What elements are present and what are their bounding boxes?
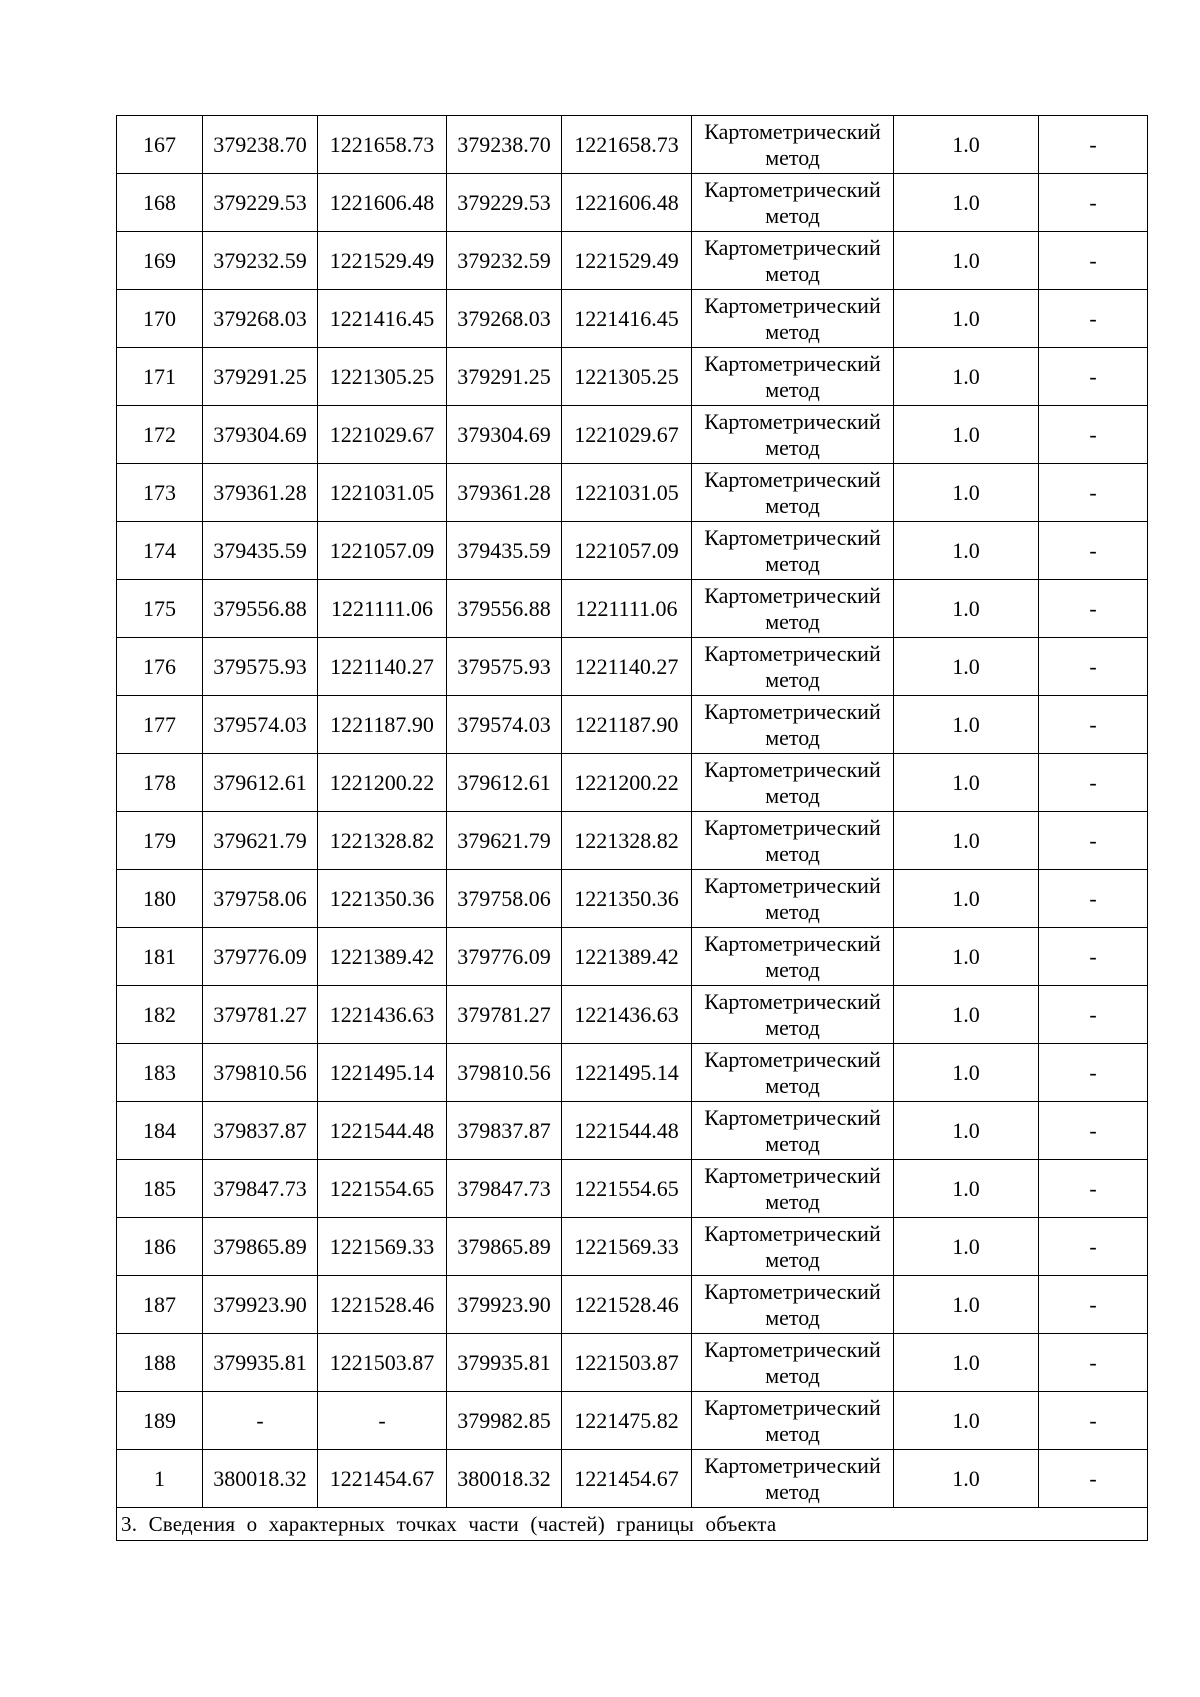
method-line-1: Картометрический [704, 814, 881, 840]
accuracy-cell: 1.0 [894, 290, 1039, 348]
method-line-1: Картометрический [704, 756, 881, 782]
table-row [117, 1450, 1148, 1508]
refined-y-cell: 1221111.06 [562, 580, 692, 638]
refined-x-cell: 380018.32 [447, 1450, 562, 1508]
table-row [117, 1102, 1148, 1160]
method-cell [692, 116, 894, 174]
point-number-cell: 178 [117, 754, 203, 812]
accuracy-cell: 1.0 [894, 696, 1039, 754]
refined-x-cell: 379923.90 [447, 1276, 562, 1334]
accuracy-cell: 1.0 [894, 754, 1039, 812]
note-cell: - [1039, 986, 1148, 1044]
note-cell: - [1039, 638, 1148, 696]
method-line-2: метод [765, 260, 820, 286]
existing-x-cell: 379435.59 [203, 522, 318, 580]
existing-y-cell: 1221140.27 [318, 638, 447, 696]
point-number-cell: 1 [117, 1450, 203, 1508]
refined-x-cell: 379982.85 [447, 1392, 562, 1450]
table-row [117, 174, 1148, 232]
method-line-2: метод [765, 1362, 820, 1388]
refined-y-cell: 1221328.82 [562, 812, 692, 870]
note-cell: - [1039, 580, 1148, 638]
method-line-1: Картометрический [704, 524, 881, 550]
existing-y-cell: - [318, 1392, 447, 1450]
refined-x-cell: 379435.59 [447, 522, 562, 580]
point-number-cell: 171 [117, 348, 203, 406]
point-number-cell: 182 [117, 986, 203, 1044]
method-line-2: метод [765, 550, 820, 576]
accuracy-cell: 1.0 [894, 870, 1039, 928]
method-line-2: метод [765, 1420, 820, 1446]
point-number-cell: 174 [117, 522, 203, 580]
refined-x-cell: 379837.87 [447, 1102, 562, 1160]
existing-x-cell: 379291.25 [203, 348, 318, 406]
existing-y-cell: 1221328.82 [318, 812, 447, 870]
refined-x-cell: 379935.81 [447, 1334, 562, 1392]
method-line-2: метод [765, 782, 820, 808]
note-cell: - [1039, 1392, 1148, 1450]
method-cell [692, 870, 894, 928]
method-line-1: Картометрический [704, 930, 881, 956]
method-line-1: Картометрический [704, 872, 881, 898]
method-line-2: метод [765, 1246, 820, 1272]
method-line-2: метод [765, 376, 820, 402]
method-cell [692, 638, 894, 696]
table-row [117, 1160, 1148, 1218]
refined-x-cell: 379612.61 [447, 754, 562, 812]
accuracy-cell: 1.0 [894, 1392, 1039, 1450]
accuracy-cell: 1.0 [894, 986, 1039, 1044]
point-number-cell: 181 [117, 928, 203, 986]
existing-y-cell: 1221305.25 [318, 348, 447, 406]
note-cell: - [1039, 406, 1148, 464]
existing-x-cell: 379781.27 [203, 986, 318, 1044]
method-line-1: Картометрический [704, 292, 881, 318]
table-row [117, 464, 1148, 522]
method-line-2: метод [765, 1130, 820, 1156]
table-row [117, 1392, 1148, 1450]
refined-y-cell: 1221454.67 [562, 1450, 692, 1508]
existing-y-cell: 1221528.46 [318, 1276, 447, 1334]
note-cell: - [1039, 928, 1148, 986]
existing-y-cell: 1221606.48 [318, 174, 447, 232]
method-line-1: Картометрический [704, 582, 881, 608]
method-cell [692, 522, 894, 580]
existing-x-cell: - [203, 1392, 318, 1450]
point-number-cell: 169 [117, 232, 203, 290]
table-row [117, 928, 1148, 986]
table-row [117, 522, 1148, 580]
refined-y-cell: 1221658.73 [562, 116, 692, 174]
existing-x-cell: 379621.79 [203, 812, 318, 870]
note-cell: - [1039, 1160, 1148, 1218]
method-line-1: Картометрический [704, 1278, 881, 1304]
note-cell: - [1039, 1276, 1148, 1334]
refined-y-cell: 1221140.27 [562, 638, 692, 696]
note-cell: - [1039, 1334, 1148, 1392]
method-cell [692, 812, 894, 870]
method-line-2: метод [765, 1188, 820, 1214]
refined-y-cell: 1221554.65 [562, 1160, 692, 1218]
existing-y-cell: 1221416.45 [318, 290, 447, 348]
existing-x-cell: 379574.03 [203, 696, 318, 754]
note-cell: - [1039, 754, 1148, 812]
table-row [117, 1044, 1148, 1102]
refined-y-cell: 1221029.67 [562, 406, 692, 464]
accuracy-cell: 1.0 [894, 116, 1039, 174]
method-line-1: Картометрический [704, 1162, 881, 1188]
refined-x-cell: 379361.28 [447, 464, 562, 522]
method-line-2: метод [765, 144, 820, 170]
refined-y-cell: 1221503.87 [562, 1334, 692, 1392]
method-line-2: метод [765, 1014, 820, 1040]
note-cell: - [1039, 870, 1148, 928]
note-cell: - [1039, 348, 1148, 406]
existing-y-cell: 1221029.67 [318, 406, 447, 464]
section-footer-row [117, 1508, 1148, 1541]
note-cell: - [1039, 232, 1148, 290]
method-cell [692, 696, 894, 754]
refined-x-cell: 379574.03 [447, 696, 562, 754]
method-cell [692, 928, 894, 986]
refined-y-cell: 1221031.05 [562, 464, 692, 522]
existing-x-cell: 379361.28 [203, 464, 318, 522]
existing-x-cell: 379268.03 [203, 290, 318, 348]
refined-x-cell: 379238.70 [447, 116, 562, 174]
note-cell: - [1039, 1450, 1148, 1508]
method-cell [692, 464, 894, 522]
refined-x-cell: 379229.53 [447, 174, 562, 232]
note-cell: - [1039, 812, 1148, 870]
method-cell [692, 232, 894, 290]
refined-y-cell: 1221569.33 [562, 1218, 692, 1276]
existing-x-cell: 379847.73 [203, 1160, 318, 1218]
method-cell [692, 406, 894, 464]
existing-x-cell: 379304.69 [203, 406, 318, 464]
existing-y-cell: 1221350.36 [318, 870, 447, 928]
note-cell: - [1039, 1044, 1148, 1102]
method-line-1: Картометрический [704, 640, 881, 666]
point-number-cell: 187 [117, 1276, 203, 1334]
table-row [117, 232, 1148, 290]
existing-x-cell: 379837.87 [203, 1102, 318, 1160]
existing-y-cell: 1221569.33 [318, 1218, 447, 1276]
method-line-1: Картометрический [704, 350, 881, 376]
existing-x-cell: 379229.53 [203, 174, 318, 232]
note-cell: - [1039, 1102, 1148, 1160]
note-cell: - [1039, 1218, 1148, 1276]
note-cell: - [1039, 522, 1148, 580]
refined-x-cell: 379556.88 [447, 580, 562, 638]
refined-x-cell: 379232.59 [447, 232, 562, 290]
method-line-2: метод [765, 202, 820, 228]
table-row [117, 696, 1148, 754]
accuracy-cell: 1.0 [894, 1218, 1039, 1276]
table-row [117, 290, 1148, 348]
method-line-1: Картометрический [704, 1394, 881, 1420]
point-number-cell: 188 [117, 1334, 203, 1392]
method-line-1: Картометрический [704, 408, 881, 434]
method-cell [692, 580, 894, 638]
existing-y-cell: 1221503.87 [318, 1334, 447, 1392]
table-row [117, 1334, 1148, 1392]
accuracy-cell: 1.0 [894, 1044, 1039, 1102]
accuracy-cell: 1.0 [894, 638, 1039, 696]
existing-y-cell: 1221544.48 [318, 1102, 447, 1160]
point-number-cell: 173 [117, 464, 203, 522]
note-cell: - [1039, 464, 1148, 522]
method-line-2: метод [765, 898, 820, 924]
refined-y-cell: 1221057.09 [562, 522, 692, 580]
method-line-2: метод [765, 318, 820, 344]
refined-y-cell: 1221305.25 [562, 348, 692, 406]
existing-x-cell: 379935.81 [203, 1334, 318, 1392]
table-row [117, 812, 1148, 870]
note-cell: - [1039, 290, 1148, 348]
accuracy-cell: 1.0 [894, 464, 1039, 522]
existing-y-cell: 1221658.73 [318, 116, 447, 174]
method-line-2: метод [765, 1072, 820, 1098]
existing-x-cell: 379232.59 [203, 232, 318, 290]
point-number-cell: 189 [117, 1392, 203, 1450]
existing-x-cell: 379238.70 [203, 116, 318, 174]
method-cell [692, 1334, 894, 1392]
method-cell [692, 986, 894, 1044]
method-line-2: метод [765, 666, 820, 692]
point-number-cell: 176 [117, 638, 203, 696]
method-line-2: метод [765, 840, 820, 866]
method-cell [692, 174, 894, 232]
accuracy-cell: 1.0 [894, 1102, 1039, 1160]
refined-x-cell: 379865.89 [447, 1218, 562, 1276]
point-number-cell: 185 [117, 1160, 203, 1218]
method-line-2: метод [765, 608, 820, 634]
method-line-2: метод [765, 1304, 820, 1330]
method-line-1: Картометрический [704, 988, 881, 1014]
existing-y-cell: 1221031.05 [318, 464, 447, 522]
note-cell: - [1039, 696, 1148, 754]
existing-y-cell: 1221057.09 [318, 522, 447, 580]
document-page [116, 115, 1147, 1541]
accuracy-cell: 1.0 [894, 406, 1039, 464]
section-heading: 3. Сведения о характерных точках части (частей) границы объекта [117, 1508, 1148, 1541]
point-number-cell: 167 [117, 116, 203, 174]
accuracy-cell: 1.0 [894, 348, 1039, 406]
method-line-2: метод [765, 956, 820, 982]
refined-y-cell: 1221187.90 [562, 696, 692, 754]
table-row [117, 1218, 1148, 1276]
point-number-cell: 168 [117, 174, 203, 232]
refined-x-cell: 379758.06 [447, 870, 562, 928]
existing-y-cell: 1221554.65 [318, 1160, 447, 1218]
point-number-cell: 175 [117, 580, 203, 638]
method-cell [692, 1450, 894, 1508]
refined-x-cell: 379304.69 [447, 406, 562, 464]
accuracy-cell: 1.0 [894, 1334, 1039, 1392]
table-row [117, 754, 1148, 812]
refined-y-cell: 1221416.45 [562, 290, 692, 348]
accuracy-cell: 1.0 [894, 522, 1039, 580]
point-number-cell: 177 [117, 696, 203, 754]
existing-x-cell: 379865.89 [203, 1218, 318, 1276]
method-line-1: Картометрический [704, 1104, 881, 1130]
existing-y-cell: 1221200.22 [318, 754, 447, 812]
refined-x-cell: 379810.56 [447, 1044, 562, 1102]
method-cell [692, 1044, 894, 1102]
method-line-2: метод [765, 434, 820, 460]
existing-x-cell: 379776.09 [203, 928, 318, 986]
table-row [117, 986, 1148, 1044]
refined-y-cell: 1221544.48 [562, 1102, 692, 1160]
existing-x-cell: 379556.88 [203, 580, 318, 638]
method-cell [692, 1392, 894, 1450]
table-body [117, 116, 1148, 1508]
table-row [117, 406, 1148, 464]
accuracy-cell: 1.0 [894, 174, 1039, 232]
method-cell [692, 1218, 894, 1276]
method-cell [692, 754, 894, 812]
method-line-1: Картометрический [704, 1452, 881, 1478]
method-line-1: Картометрический [704, 466, 881, 492]
point-number-cell: 183 [117, 1044, 203, 1102]
method-line-1: Картометрический [704, 1046, 881, 1072]
refined-y-cell: 1221389.42 [562, 928, 692, 986]
existing-y-cell: 1221389.42 [318, 928, 447, 986]
method-line-2: метод [765, 492, 820, 518]
point-number-cell: 179 [117, 812, 203, 870]
existing-y-cell: 1221111.06 [318, 580, 447, 638]
table-row [117, 638, 1148, 696]
method-line-2: метод [765, 724, 820, 750]
existing-x-cell: 379758.06 [203, 870, 318, 928]
refined-x-cell: 379847.73 [447, 1160, 562, 1218]
refined-x-cell: 379268.03 [447, 290, 562, 348]
method-line-1: Картометрический [704, 176, 881, 202]
accuracy-cell: 1.0 [894, 580, 1039, 638]
accuracy-cell: 1.0 [894, 928, 1039, 986]
refined-x-cell: 379291.25 [447, 348, 562, 406]
method-cell [692, 290, 894, 348]
point-number-cell: 172 [117, 406, 203, 464]
table-row [117, 116, 1148, 174]
refined-y-cell: 1221606.48 [562, 174, 692, 232]
note-cell: - [1039, 174, 1148, 232]
method-line-1: Картометрический [704, 118, 881, 144]
accuracy-cell: 1.0 [894, 1450, 1039, 1508]
point-number-cell: 184 [117, 1102, 203, 1160]
refined-y-cell: 1221436.63 [562, 986, 692, 1044]
refined-x-cell: 379621.79 [447, 812, 562, 870]
note-cell: - [1039, 116, 1148, 174]
existing-y-cell: 1221529.49 [318, 232, 447, 290]
existing-y-cell: 1221454.67 [318, 1450, 447, 1508]
existing-x-cell: 380018.32 [203, 1450, 318, 1508]
accuracy-cell: 1.0 [894, 812, 1039, 870]
refined-x-cell: 379575.93 [447, 638, 562, 696]
point-number-cell: 180 [117, 870, 203, 928]
refined-y-cell: 1221528.46 [562, 1276, 692, 1334]
accuracy-cell: 1.0 [894, 1160, 1039, 1218]
refined-x-cell: 379781.27 [447, 986, 562, 1044]
method-line-1: Картометрический [704, 698, 881, 724]
refined-x-cell: 379776.09 [447, 928, 562, 986]
method-cell [692, 1276, 894, 1334]
table-row [117, 1276, 1148, 1334]
coordinates-table [116, 115, 1148, 1541]
existing-y-cell: 1221187.90 [318, 696, 447, 754]
table-row [117, 580, 1148, 638]
refined-y-cell: 1221529.49 [562, 232, 692, 290]
existing-x-cell: 379575.93 [203, 638, 318, 696]
method-line-1: Картометрический [704, 1336, 881, 1362]
existing-x-cell: 379612.61 [203, 754, 318, 812]
point-number-cell: 170 [117, 290, 203, 348]
accuracy-cell: 1.0 [894, 232, 1039, 290]
point-number-cell: 186 [117, 1218, 203, 1276]
existing-x-cell: 379810.56 [203, 1044, 318, 1102]
refined-y-cell: 1221475.82 [562, 1392, 692, 1450]
method-line-1: Картометрический [704, 234, 881, 260]
table-row [117, 870, 1148, 928]
method-cell [692, 1160, 894, 1218]
method-cell [692, 348, 894, 406]
existing-y-cell: 1221495.14 [318, 1044, 447, 1102]
method-line-2: метод [765, 1478, 820, 1504]
method-line-1: Картометрический [704, 1220, 881, 1246]
accuracy-cell: 1.0 [894, 1276, 1039, 1334]
existing-x-cell: 379923.90 [203, 1276, 318, 1334]
refined-y-cell: 1221200.22 [562, 754, 692, 812]
table-row [117, 348, 1148, 406]
refined-y-cell: 1221350.36 [562, 870, 692, 928]
refined-y-cell: 1221495.14 [562, 1044, 692, 1102]
existing-y-cell: 1221436.63 [318, 986, 447, 1044]
method-cell [692, 1102, 894, 1160]
